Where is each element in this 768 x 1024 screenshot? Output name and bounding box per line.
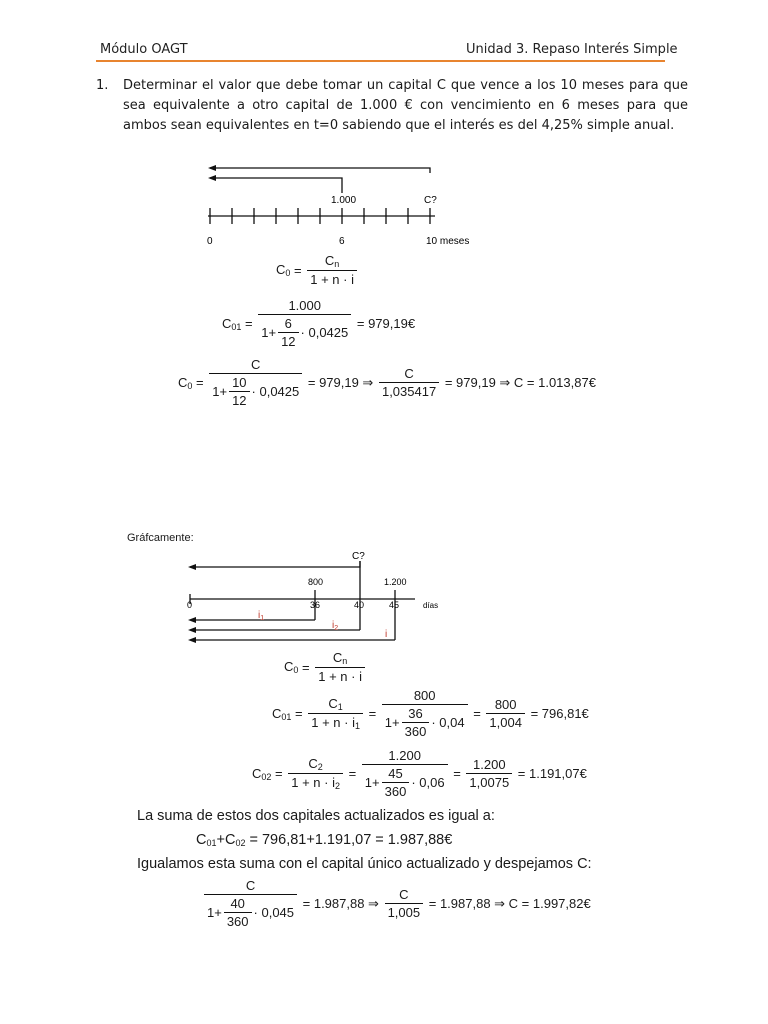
tick-label-0: 0 <box>207 236 213 247</box>
tick-label-36: 36 <box>310 600 321 610</box>
arrow-head-c <box>208 165 216 171</box>
tick-label-0-days: 0 <box>187 600 193 610</box>
tick-label-10: 10 meses <box>426 236 470 247</box>
formula-final: C 1+ $\frac{40}{360}$ · 0,045 = 1.987,88 ⇒ $\frac{C}{1,005}$ = 1.987,88 ⇒ C = 1.997,82€ <box>202 878 591 929</box>
formula-lhs: $C_0$ <box>276 262 291 278</box>
equal-explanation: Igualamos esta suma con el capital único actualizado y despejamos C: <box>137 856 592 872</box>
problem-number: 1. <box>96 78 109 93</box>
formula-c01-1: $C_{01}$ = 1.000 1+ $\frac{6}{12}$ · 0,0425 = 979,19€ <box>222 298 416 349</box>
formula-c0-solve-1: $C_0$ = C 1+ $\frac{10}{12}$ · 0,0425 = 979,19 ⇒ $\frac{C}{1,035417}$ = 979,19 ⇒ C = 1.013,87€ <box>178 357 596 408</box>
label-c-question-2: C? <box>352 551 365 562</box>
arrow-line-c <box>210 168 430 173</box>
formula-c02-2: $C_{02}$ = $\frac{C_2}{1 + n \cdot i_2}$ = 1.200 1+ $\frac{45}{360}$ · 0,06 = $\frac{1.200}{1,0075}$ = 1.191,07€ <box>252 748 587 799</box>
label-i2: $i_2$ <box>332 620 339 632</box>
header-unit: Unidad 3. Repaso Interés Simple <box>466 42 678 57</box>
arrow-line-c-top <box>190 561 360 567</box>
formula-general-1: $C_0$ = $\frac{C_n}{1 + n \cdot i}$ <box>276 253 359 287</box>
unit-days: días <box>423 601 439 610</box>
problem-text: Determinar el valor que debe tomar un capital C que vence a los 10 meses para que sea equivalente a otro capital de 1.000 € con vencimiento en 6 meses para que ambos sean equivalentes en t=0 sabiendo que el interés es del 4,25% simple anual. <box>123 78 688 133</box>
graphically-label: Gráfcamente: <box>127 532 194 544</box>
tick-label-45: 45 <box>389 600 400 610</box>
arrow-line-1000 <box>210 178 342 193</box>
formula-general-2: $C_0$ = $\frac{C_n}{1 + n \cdot i}$ <box>284 650 367 684</box>
tick-label-40: 40 <box>354 600 365 610</box>
arrow-head-1000 <box>208 175 216 181</box>
timeline-months <box>200 160 480 250</box>
label-1000: 1.000 <box>331 195 357 206</box>
label-c-question: C? <box>424 195 437 206</box>
label-i1: $i_1$ <box>258 610 265 622</box>
timeline-days <box>180 545 450 645</box>
formula-sum: $C_{01}$ + $C_{02}$ = 796,81+1.191,07 = 1.987,88€ <box>196 832 453 848</box>
header-divider <box>96 60 665 62</box>
formula-c01-2: $C_{01}$ = $\frac{C_1}{1 + n \cdot i_1}$ = 800 1+ $\frac{36}{360}$ · 0,04 = $\frac{800}{1,004}$ = 796,81€ <box>272 688 589 739</box>
label-i: i <box>385 629 388 640</box>
formula-fraction: $\frac{C_n}{1 + n \cdot i}$ <box>307 253 357 287</box>
header-module: Módulo OAGT <box>100 42 188 57</box>
label-1200: 1.200 <box>384 577 407 587</box>
tick-label-6: 6 <box>339 236 345 247</box>
sum-explanation: La suma de estos dos capitales actualizados es igual a: <box>137 808 495 824</box>
label-800: 800 <box>308 577 324 587</box>
